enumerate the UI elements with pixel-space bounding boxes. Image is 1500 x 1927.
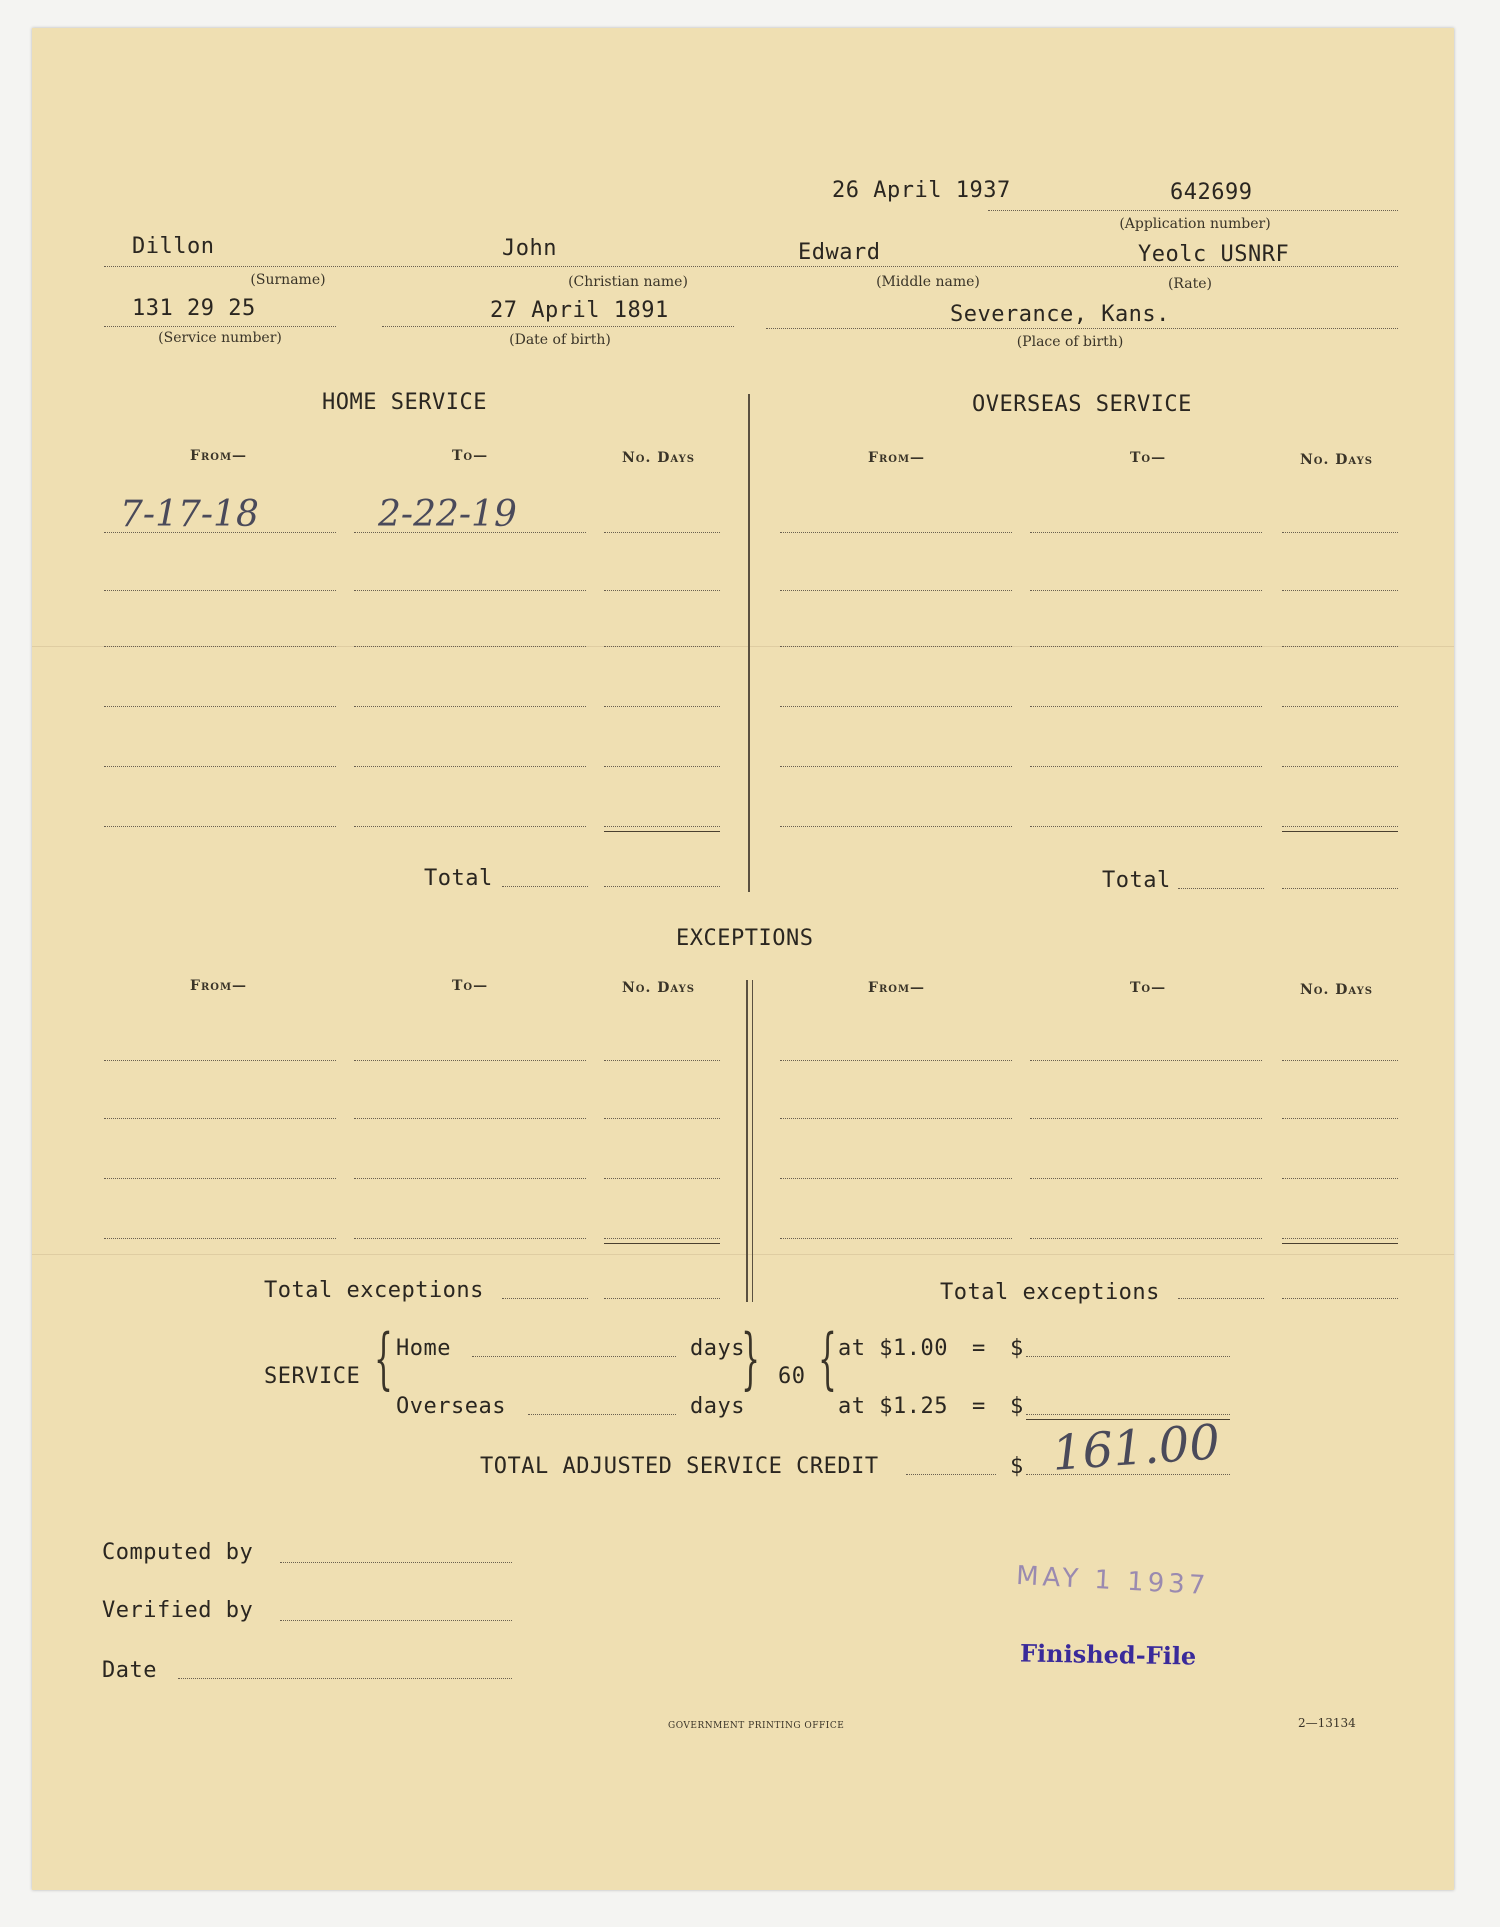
home-amount-line xyxy=(1026,1356,1230,1357)
service-entry-line xyxy=(1030,590,1262,591)
overseas-col-from: From— xyxy=(868,450,926,466)
exception-entry-line xyxy=(104,1178,336,1179)
service-brace-right: { xyxy=(741,1320,760,1397)
service-number-caption: (Service number) xyxy=(158,330,282,346)
home-from-entry: 7-17-18 xyxy=(120,494,259,535)
exception-entry-line xyxy=(1282,1238,1398,1239)
overseas-service-title: OVERSEAS SERVICE xyxy=(972,392,1192,417)
service-entry-line xyxy=(604,532,720,533)
service-entry-line xyxy=(780,766,1012,767)
home-service-title: HOME SERVICE xyxy=(322,390,487,415)
home-rate-dollar: $ xyxy=(1010,1336,1024,1361)
service-entry-line xyxy=(1030,766,1262,767)
date-of-birth-caption: (Date of birth) xyxy=(509,332,611,348)
overseas-col-days: No. Days xyxy=(1300,452,1374,468)
exceptions-right-col-to: To— xyxy=(1130,980,1167,996)
service-number-line xyxy=(104,326,336,327)
printer-imprint: GOVERNMENT PRINTING OFFICE xyxy=(668,1721,845,1731)
exception-entry-line xyxy=(1030,1178,1262,1179)
exception-entry-line xyxy=(1030,1118,1262,1119)
application-number: 642699 xyxy=(1170,180,1253,205)
exception-entry-line xyxy=(780,1178,1012,1179)
middle-name-caption: (Middle name) xyxy=(876,274,980,290)
exception-entry-line xyxy=(354,1238,586,1239)
total-credit-value: 161.00 xyxy=(1050,1414,1222,1482)
home-days-line xyxy=(472,1356,676,1357)
exceptions-right-total-label: Total exceptions xyxy=(940,1280,1160,1305)
service-entry-line xyxy=(354,532,586,533)
exceptions-divider xyxy=(752,980,753,1302)
service-entry-line xyxy=(780,826,1012,827)
exception-entry-line xyxy=(1030,1238,1262,1239)
exceptions-right-col-days: No. Days xyxy=(1300,982,1374,998)
exception-entry-line xyxy=(104,1238,336,1239)
total-credit-leader xyxy=(906,1474,996,1475)
exceptions-left-total-leader xyxy=(502,1298,588,1299)
service-entry-line xyxy=(104,706,336,707)
exception-entry-line xyxy=(354,1060,586,1061)
overseas-rate-label: at $1.25 xyxy=(838,1394,948,1419)
service-entry-line xyxy=(1030,646,1262,647)
rate-caption: (Rate) xyxy=(1167,276,1213,292)
home-col-from: From— xyxy=(190,448,248,464)
service-brace-left: { xyxy=(374,1320,393,1397)
service-entry-line xyxy=(1282,826,1398,827)
service-entry-line-underline xyxy=(1282,831,1398,832)
exception-entry-line-underline xyxy=(1282,1243,1398,1244)
service-entry-line xyxy=(1282,590,1398,591)
date-of-birth-value: 27 April 1891 xyxy=(490,298,669,323)
service-divider xyxy=(748,394,750,892)
application-number-line xyxy=(988,210,1398,211)
surname-caption: (Surname) xyxy=(250,272,326,288)
exceptions-left-col-from: From— xyxy=(190,978,248,994)
place-of-birth-value: Severance, Kans. xyxy=(950,302,1170,327)
surname-value: Dillon xyxy=(132,234,215,259)
service-entry-line xyxy=(780,646,1012,647)
exceptions-left-total-line xyxy=(604,1298,720,1299)
total-credit-label: TOTAL ADJUSTED SERVICE CREDIT xyxy=(480,1454,879,1479)
computed-by-label: Computed by xyxy=(102,1540,254,1565)
service-entry-line xyxy=(780,706,1012,707)
application-date: 26 April 1937 xyxy=(832,178,1011,203)
service-entry-line xyxy=(1282,766,1398,767)
service-entry-line xyxy=(1282,706,1398,707)
name-line xyxy=(104,266,1398,267)
date-label: Date xyxy=(102,1658,157,1683)
exceptions-left-col-days: No. Days xyxy=(622,980,696,996)
service-entry-line xyxy=(354,646,586,647)
service-entry-line xyxy=(1030,706,1262,707)
home-col-days: No. Days xyxy=(622,450,696,466)
home-days-unit: days xyxy=(690,1336,745,1361)
service-entry-line xyxy=(604,646,720,647)
rate-value: Yeolc USNRF xyxy=(1138,242,1290,267)
service-entry-line xyxy=(604,590,720,591)
home-days-label: Home xyxy=(396,1336,451,1361)
exception-entry-line xyxy=(780,1238,1012,1239)
exception-entry-line-underline xyxy=(604,1243,720,1244)
middle-name-value: Edward xyxy=(798,240,881,265)
exception-entry-line xyxy=(604,1060,720,1061)
computed-by-line xyxy=(280,1562,512,1563)
exceptions-divider xyxy=(746,980,748,1302)
service-entry-line xyxy=(354,590,586,591)
overseas-days-label: Overseas xyxy=(396,1394,506,1419)
overseas-days-line xyxy=(528,1414,676,1415)
home-total-label: Total xyxy=(424,866,493,891)
exception-entry-line xyxy=(604,1178,720,1179)
service-entry-line xyxy=(104,646,336,647)
received-date-stamp: MAY 1 1937 xyxy=(1015,1560,1210,1602)
home-total-leader xyxy=(502,886,588,887)
finished-file-stamp: Finished-File xyxy=(1019,1638,1197,1671)
verified-by-label: Verified by xyxy=(102,1598,254,1623)
overseas-rate-equals: = xyxy=(972,1394,986,1419)
exceptions-left-col-to: To— xyxy=(452,978,489,994)
total-credit-dollar: $ xyxy=(1010,1454,1024,1479)
service-entry-line xyxy=(104,532,336,533)
service-entry-line xyxy=(1282,532,1398,533)
date-of-birth-line xyxy=(382,326,734,327)
exception-entry-line xyxy=(104,1118,336,1119)
exception-entry-line xyxy=(354,1118,586,1119)
fold-crease xyxy=(32,1254,1454,1255)
exception-entry-line xyxy=(780,1118,1012,1119)
service-entry-line xyxy=(104,766,336,767)
service-entry-line xyxy=(1282,646,1398,647)
service-label: SERVICE xyxy=(264,1364,361,1389)
christian-name-caption: (Christian name) xyxy=(568,274,688,290)
home-rate-equals: = xyxy=(972,1336,986,1361)
exceptions-right-total-leader xyxy=(1178,1298,1264,1299)
overseas-days-unit: days xyxy=(690,1394,745,1419)
christian-name-value: John xyxy=(502,236,557,261)
form-number: 2—13134 xyxy=(1298,1716,1356,1730)
exception-entry-line xyxy=(1030,1060,1262,1061)
service-entry-line xyxy=(604,826,720,827)
exceptions-title: EXCEPTIONS xyxy=(676,926,814,951)
application-number-caption: (Application number) xyxy=(1119,216,1271,232)
overseas-col-to: To— xyxy=(1130,450,1167,466)
overseas-total-leader xyxy=(1178,888,1264,889)
verified-by-line xyxy=(280,1620,512,1621)
overseas-rate-dollar: $ xyxy=(1010,1394,1024,1419)
date-line xyxy=(178,1678,512,1679)
exception-entry-line xyxy=(604,1238,720,1239)
home-total-line xyxy=(604,886,720,887)
service-entry-line-underline xyxy=(604,831,720,832)
place-of-birth-line xyxy=(766,328,1398,329)
service-entry-line xyxy=(354,766,586,767)
service-entry-line xyxy=(1030,826,1262,827)
exception-entry-line xyxy=(1282,1118,1398,1119)
overseas-total-label: Total xyxy=(1102,868,1171,893)
combined-days-value: 60 xyxy=(778,1364,806,1389)
exception-entry-line xyxy=(1282,1060,1398,1061)
place-of-birth-caption: (Place of birth) xyxy=(1016,334,1124,350)
exception-entry-line xyxy=(354,1178,586,1179)
exceptions-left-total-label: Total exceptions xyxy=(264,1278,484,1303)
service-entry-line xyxy=(604,706,720,707)
exception-entry-line xyxy=(604,1118,720,1119)
service-entry-line xyxy=(104,590,336,591)
service-entry-line xyxy=(780,532,1012,533)
exception-entry-line xyxy=(104,1060,336,1061)
service-number-value: 131 29 25 xyxy=(132,296,256,321)
exception-entry-line xyxy=(780,1060,1012,1061)
service-entry-line xyxy=(1030,532,1262,533)
service-entry-line xyxy=(104,826,336,827)
home-col-to: To— xyxy=(452,448,489,464)
service-entry-line xyxy=(354,706,586,707)
exceptions-right-col-from: From— xyxy=(868,980,926,996)
exception-entry-line xyxy=(1282,1178,1398,1179)
home-to-entry: 2-22-19 xyxy=(378,494,517,535)
overseas-total-line xyxy=(1282,888,1398,889)
service-entry-line xyxy=(354,826,586,827)
exceptions-right-total-line xyxy=(1282,1298,1398,1299)
service-entry-line xyxy=(780,590,1012,591)
home-rate-label: at $1.00 xyxy=(838,1336,948,1361)
rate-brace: { xyxy=(818,1320,837,1397)
service-entry-line xyxy=(604,766,720,767)
